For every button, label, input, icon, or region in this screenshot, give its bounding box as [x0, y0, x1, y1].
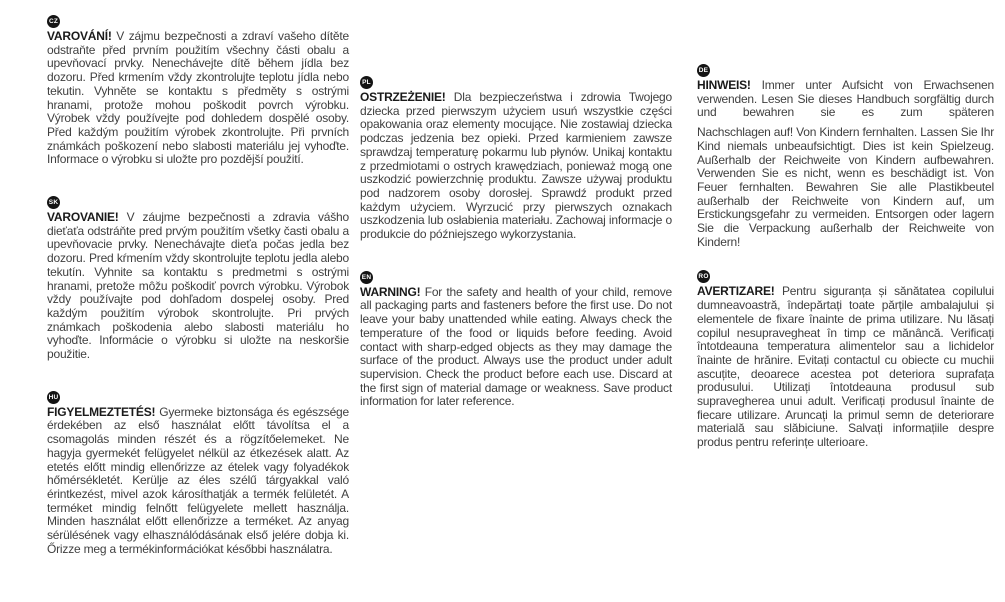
warning-heading-ro: AVERTIZARE!: [697, 284, 775, 299]
section-sk: [47, 191, 349, 362]
warning-body-de-2: Nachschlagen auf! Von Kindern fernhalten. Lassen Sie Ihr Kind niemals unbeaufsichtigt. Dies ist kein Spielzeug. Außerhalb der Reichweite von Kindern aufbewahren. Verwenden Sie es nicht, wenn es beschädigt ist. Von Feuer fernhalten. Bewahren Sie alle Plastikbeutel außerhalb der Reichweite von Kindern auf, um Erstickungsgefahr zu vermeiden. Entsorgen oder lagern Sie die Verpackung außerhalb der Reichweite von Kindern!: [697, 125, 995, 249]
warning-heading-pl: OSTRZEŻENIE!: [360, 90, 446, 104]
lang-badge-ro: RO: [697, 270, 710, 283]
section-en: [360, 266, 672, 409]
section-cz: [47, 10, 349, 167]
warning-heading-en: WARNING!: [360, 284, 421, 299]
warning-heading-sk: VAROVANIE!: [47, 210, 119, 225]
warning-paragraph-hu: [47, 406, 349, 557]
section-de: [697, 59, 994, 249]
warning-paragraph-pl: [360, 91, 672, 242]
lang-badge-en: EN: [360, 271, 373, 284]
warning-body-sk: V záujme bezpečnosti a zdravia vášho dieťaťa odstráňte pred prvým použitím všetky časti obalu a upevňovacie prvky. Nenechávajte dieťa počas jedla bez dozoru. Pred kŕmením vždy skontrolujte teplotu jedla alebo tekutín. Vyhnite sa kontaktu s predmetmi s ostrými hranami, pretože môžu poškodiť povrch výrobku. Výrobok vždy používajte pod dohľadom dospelej osoby. Pred každým použitím výrobok skontrolujte. Pri prvých známkach poškodenia alebo slabosti materiálu ho vyhoďte. Informácie o výrobku si uložte na neskoršie použitie.: [47, 210, 349, 362]
lang-badge-pl: PL: [360, 76, 373, 89]
warning-body-de: Immer unter Aufsicht von Erwachsenen verwenden. Lesen Sie dieses Handbuch sorgfältig durch und bewahren sie es zum späteren: [697, 78, 994, 120]
section-ro: [697, 265, 994, 449]
warning-heading-de: HINWEIS!: [697, 78, 751, 92]
column-middle: [360, 71, 672, 433]
warning-paragraph-cz: [47, 30, 349, 167]
warning-paragraph-ro: [697, 285, 994, 449]
column-right: [697, 59, 994, 466]
warning-paragraph-de: [697, 79, 994, 120]
section-hu: [47, 386, 349, 557]
warning-body-hu: Gyermeke biztonsága és egészsége érdekében az első használat előtt távolítsa el a csomagolás minden részét és a rögzítőelemeket. Ne hagyja gyermekét felügyelet nélkül az étkezések alatt. Az etetés előtt mindig ellenőrizze az ételek vagy folyadékok hőmérsékletét. Kerülje az éles szélű tárgyakkal való érintkezést, mivel azok károsíthatják a termék felületét. A terméket mindig felnőtt felügyelete mellett használja. Minden használat előtt ellenőrizze a terméket. Az anyag sérülésének vagy elhasználódásának első jelére dobja ki. Őrizze meg a termékinformációkat későbbi használatra.: [47, 404, 349, 556]
warning-paragraph-en: [360, 286, 672, 409]
lang-badge-de: DE: [697, 64, 710, 77]
warning-heading-hu: FIGYELMEZTETÉS!: [47, 404, 156, 419]
warning-body-en: For the safety and health of your child, remove all packaging parts and fasteners before the first use. Do not leave your baby unattended while eating. Always check the temperature of the food or liquids before feeding. Avoid contact with sharp-edged objects as they may damage the surface of the product. Always use the product under adult supervision. Check the product before each use. Discard at the first sign of material damage or weakness. Save product information for later reference.: [360, 284, 672, 409]
warning-paragraph-sk: [47, 211, 349, 362]
lang-badge-cz: CZ: [47, 15, 60, 28]
lang-badge-hu: HU: [47, 391, 60, 404]
section-pl: [360, 71, 672, 242]
column-left: [47, 10, 349, 581]
warning-paragraph-de-2: [697, 126, 994, 249]
warning-body-ro: Pentru siguranța și sănătatea copilului dumneavoastră, îndepărtați toate părțile ambalajului și elementele de fixare înainte de prima utilizare. Nu lăsați copilul nesupravegheat în timp ce mănâncă. Verificați întotdeauna temperatura alimentelor sau a lichidelor înainte de hrănire. Evitați contactul cu obiecte cu muchii ascuțite, deoarece acestea pot deteriora suprafața produsului. Utilizați întotdeauna produsul sub supravegherea unui adult. Verificați produsul înainte de fiecare utilizare. Aruncați la primul semn de deteriorare materială sau slăbiciune. Salvați informațiile despre produs pentru referințe ulterioare.: [697, 284, 994, 450]
lang-badge-sk: SK: [47, 196, 60, 209]
warning-heading-cz: VAROVÁNÍ!: [47, 29, 112, 43]
warning-body-cz: V zájmu bezpečnosti a zdraví vašeho dítěte odstraňte před prvním použitím všechny části obalu a upevňovací prvky. Nenechávejte dítě během jídla bez dozoru. Před krmením vždy zkontrolujte teplotu jídla nebo tekutin. Vyhněte se kontaktu s předměty s ostrými hranami, protože mohou poškodit povrch výrobku. Výrobek vždy používejte pod dohledem dospělé osoby. Před každým použitím výrobek zkontrolujte. Při prvních známkách poškození nebo slabosti materiálu jej vyhoďte. Informace o výrobku si uložte pro pozdější použití.: [47, 29, 350, 167]
warning-body-pl: Dla bezpieczeństwa i zdrowia Twojego dziecka przed pierwszym użyciem usuń wszystkie części opakowania oraz elementy mocujące. Nie zostawiaj dziecka podczas jedzenia bez opieki. Przed karmieniem zawsze sprawdzaj temperaturę pokarmu lub płynów. Unikaj kontaktu z przedmiotami o ostrych krawędziach, ponieważ mogą one uszkodzić powierzchnię produktu. Zawsze używaj produktu pod nadzorem osoby dorosłej. Sprawdź produkt przed każdym użyciem. Wyrzucić przy pierwszych oznakach uszkodzenia lub osłabienia materiału. Zachowaj informacje o produkcie do późniejszego wykorzystania.: [360, 90, 672, 242]
